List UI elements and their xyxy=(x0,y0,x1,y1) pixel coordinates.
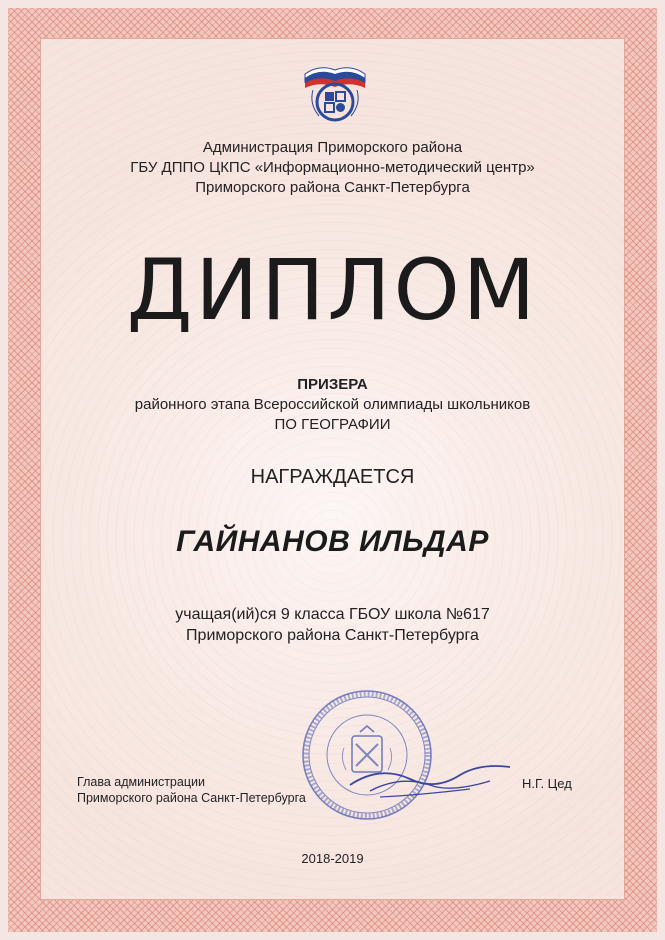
subtitle-subject: ПО ГЕОГРАФИИ xyxy=(274,416,391,433)
subtitle-stage: районного этапа Всероссийской олимпиады школьников xyxy=(134,396,531,413)
awarded-label: НАГРАЖДАЕТСЯ xyxy=(250,466,415,488)
signatory-name: Н.Г. Цед xyxy=(522,776,572,791)
academic-year: 2018-2019 xyxy=(301,851,364,866)
olympiad-emblem-icon xyxy=(299,56,371,126)
organization-line-1: Администрация Приморского района xyxy=(202,139,463,156)
student-class-school: учащая(ий)ся 9 класса ГБОУ школа №617 xyxy=(175,606,490,623)
student-info xyxy=(0,604,665,646)
diploma-title: ДИПЛОМ xyxy=(126,241,539,339)
organization-line-2: ГБУ ДППО ЦКПС «Информационно-методический центр» xyxy=(130,159,535,176)
signatory-position xyxy=(77,774,306,806)
organization-header xyxy=(0,138,665,198)
signatory-position-line-2: Приморского района Санкт-Петербурга xyxy=(77,791,306,805)
subtitle-prizer: ПРИЗЕРА xyxy=(297,376,368,393)
organization-line-3: Приморского района Санкт-Петербурга xyxy=(195,179,470,196)
recipient-name: ГАЙНАНОВ ИЛЬДАР xyxy=(176,525,489,558)
diploma-subtitle xyxy=(0,375,665,435)
student-district: Приморского района Санкт-Петербурга xyxy=(186,627,479,644)
handwritten-signature xyxy=(340,745,520,815)
signatory-position-line-1: Глава администрации xyxy=(77,775,205,789)
